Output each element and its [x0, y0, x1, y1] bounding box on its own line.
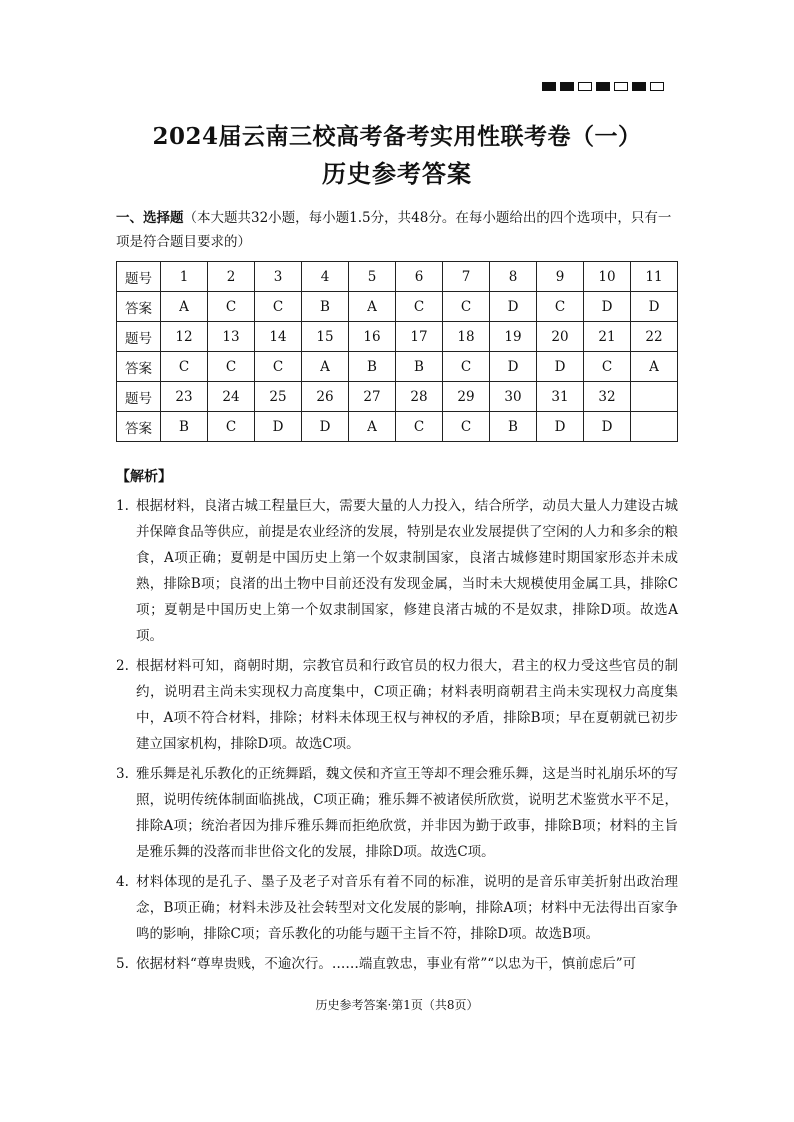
table-cell: A — [349, 412, 396, 442]
table-cell: 8 — [490, 262, 537, 292]
table-cell: 6 — [396, 262, 443, 292]
table-cell: 9 — [537, 262, 584, 292]
filled-square-icon — [632, 82, 646, 91]
analysis-heading: 【解析】 — [116, 469, 172, 485]
analysis-item — [116, 951, 678, 977]
table-cell: 11 — [631, 262, 678, 292]
table-cell: 4 — [302, 262, 349, 292]
analysis-item — [116, 869, 678, 947]
question-number-row — [117, 382, 678, 412]
table-cell: 16 — [349, 322, 396, 352]
table-cell: 3 — [255, 262, 302, 292]
table-cell: D — [490, 352, 537, 382]
analysis-item-number: 1. — [116, 498, 129, 514]
table-cell: 7 — [443, 262, 490, 292]
table-cell: C — [161, 352, 208, 382]
table-cell: 31 — [537, 382, 584, 412]
table-cell: D — [584, 292, 631, 322]
table-cell: D — [302, 412, 349, 442]
analysis-item — [116, 653, 678, 757]
table-cell: C — [443, 412, 490, 442]
analysis-item — [116, 493, 678, 649]
table-cell: 29 — [443, 382, 490, 412]
table-cell: 1 — [161, 262, 208, 292]
analysis-item-number: 4. — [116, 874, 129, 890]
empty-square-icon — [578, 82, 592, 91]
header-marks — [542, 82, 664, 91]
table-cell: B — [396, 352, 443, 382]
filled-square-icon — [542, 82, 556, 91]
answer-table — [116, 261, 678, 442]
analysis-item-number: 5. — [116, 956, 129, 972]
analysis-item-text: 雅乐舞是礼乐教化的正统舞蹈，魏文侯和齐宣王等却不理会雅乐舞，这是当时礼崩乐坏的写照，说明传统体制面临挑战，C项正确；雅乐舞不被诸侯所欣赏，说明艺术鉴赏水平不足，排除A项；统治者因为排斥雅乐舞而拒绝欣赏，并非因为勤于政事，排除B项；材料的主旨是雅乐舞的没落而非世俗文化的发展，排除D项。故选C项。 — [136, 766, 678, 860]
table-cell: D — [490, 292, 537, 322]
table-cell: C — [396, 292, 443, 322]
table-cell — [631, 382, 678, 412]
filled-square-icon — [596, 82, 610, 91]
table-cell: D — [537, 412, 584, 442]
table-cell: 19 — [490, 322, 537, 352]
analysis-item-text: 材料体现的是孔子、墨子及老子对音乐有着不同的标准，说明的是音乐审美折射出政治理念，B项正确；材料未涉及社会转型对文化发展的影响，排除A项；材料中无法得出百家争鸣的影响，排除C项；音乐教化的功能与题干主旨不符，排除D项。故选B项。 — [136, 874, 678, 942]
table-cell: A — [161, 292, 208, 322]
table-cell: C — [255, 352, 302, 382]
table-cell: C — [584, 352, 631, 382]
section-label: 一、选择题 — [116, 210, 184, 226]
table-cell: 25 — [255, 382, 302, 412]
section-description: （本大题共32小题，每小题1.5分，共48分。在每小题给出的四个选项中，只有一项是符合题目要求的） — [116, 210, 672, 250]
table-cell: 10 — [584, 262, 631, 292]
row-header-cell: 答案 — [117, 352, 161, 382]
answer-row — [117, 292, 678, 322]
table-cell — [631, 412, 678, 442]
table-cell: C — [537, 292, 584, 322]
table-cell: 24 — [208, 382, 255, 412]
table-cell: C — [208, 412, 255, 442]
table-cell: 32 — [584, 382, 631, 412]
table-cell: 13 — [208, 322, 255, 352]
table-cell: C — [443, 292, 490, 322]
table-cell: 27 — [349, 382, 396, 412]
table-cell: 22 — [631, 322, 678, 352]
table-cell: 23 — [161, 382, 208, 412]
table-cell: 30 — [490, 382, 537, 412]
table-cell: B — [302, 292, 349, 322]
answer-key-title: 历史参考答案 — [322, 159, 472, 188]
table-cell: A — [302, 352, 349, 382]
analysis-item-number: 3. — [116, 766, 129, 782]
table-cell: B — [490, 412, 537, 442]
table-cell: C — [208, 292, 255, 322]
answer-row — [117, 352, 678, 382]
table-cell: C — [396, 412, 443, 442]
table-cell: C — [208, 352, 255, 382]
table-cell: B — [161, 412, 208, 442]
table-cell: 15 — [302, 322, 349, 352]
page-footer: 历史参考答案·第1页（共8页） — [315, 998, 479, 1012]
answer-row — [117, 412, 678, 442]
table-cell: 14 — [255, 322, 302, 352]
row-header-cell: 题号 — [117, 382, 161, 412]
table-cell: A — [349, 292, 396, 322]
analysis-item-number: 2. — [116, 658, 129, 674]
table-cell: 18 — [443, 322, 490, 352]
table-cell: A — [631, 352, 678, 382]
row-header-cell: 答案 — [117, 412, 161, 442]
row-header-cell: 题号 — [117, 322, 161, 352]
section-instructions — [116, 206, 678, 254]
analysis-item-text: 依据材料“尊卑贵贱，不逾次行。……端直敦忠，事业有常”“以忠为干，慎前虑后”可 — [136, 956, 637, 972]
filled-square-icon — [560, 82, 574, 91]
table-cell: 28 — [396, 382, 443, 412]
row-header-cell: 题号 — [117, 262, 161, 292]
question-number-row — [117, 262, 678, 292]
table-cell: D — [631, 292, 678, 322]
table-cell: D — [537, 352, 584, 382]
table-cell: 17 — [396, 322, 443, 352]
exam-title: 2024届云南三校高考备考实用性联考卷（一） — [152, 123, 642, 150]
table-cell: C — [443, 352, 490, 382]
table-cell: 20 — [537, 322, 584, 352]
table-cell: 26 — [302, 382, 349, 412]
table-cell: 2 — [208, 262, 255, 292]
empty-square-icon — [650, 82, 664, 91]
analysis-item — [116, 761, 678, 865]
table-cell: C — [255, 292, 302, 322]
table-cell: D — [584, 412, 631, 442]
table-cell: 21 — [584, 322, 631, 352]
question-number-row — [117, 322, 678, 352]
analysis-list — [116, 493, 678, 981]
table-cell: D — [255, 412, 302, 442]
row-header-cell: 答案 — [117, 292, 161, 322]
analysis-item-text: 根据材料可知，商朝时期，宗教官员和行政官员的权力很大，君主的权力受这些官员的制约，说明君主尚未实现权力高度集中，C项正确；材料表明商朝君主尚未实现权力高度集中，A项不符合材料，排除；材料未体现王权与神权的矛盾，排除B项；早在夏朝就已初步建立国家机构，排除D项。故选C项。 — [136, 658, 678, 752]
table-cell: 5 — [349, 262, 396, 292]
table-cell: 12 — [161, 322, 208, 352]
table-cell: B — [349, 352, 396, 382]
empty-square-icon — [614, 82, 628, 91]
analysis-item-text: 根据材料，良渚古城工程量巨大，需要大量的人力投入，结合所学，动员大量人力建设古城并保障食品等供应，前提是农业经济的发展，特别是农业发展提供了空闲的人力和多余的粮食，A项正确；夏朝是中国历史上第一个奴隶制国家，良渚古城修建时期国家形态并未成熟，排除B项；良渚的出土物中目前还没有发现金属，当时未大规模使用金属工具，排除C项；夏朝是中国历史上第一个奴隶制国家，修建良渚古城的不是奴隶，排除D项。故选A项。 — [136, 498, 678, 644]
